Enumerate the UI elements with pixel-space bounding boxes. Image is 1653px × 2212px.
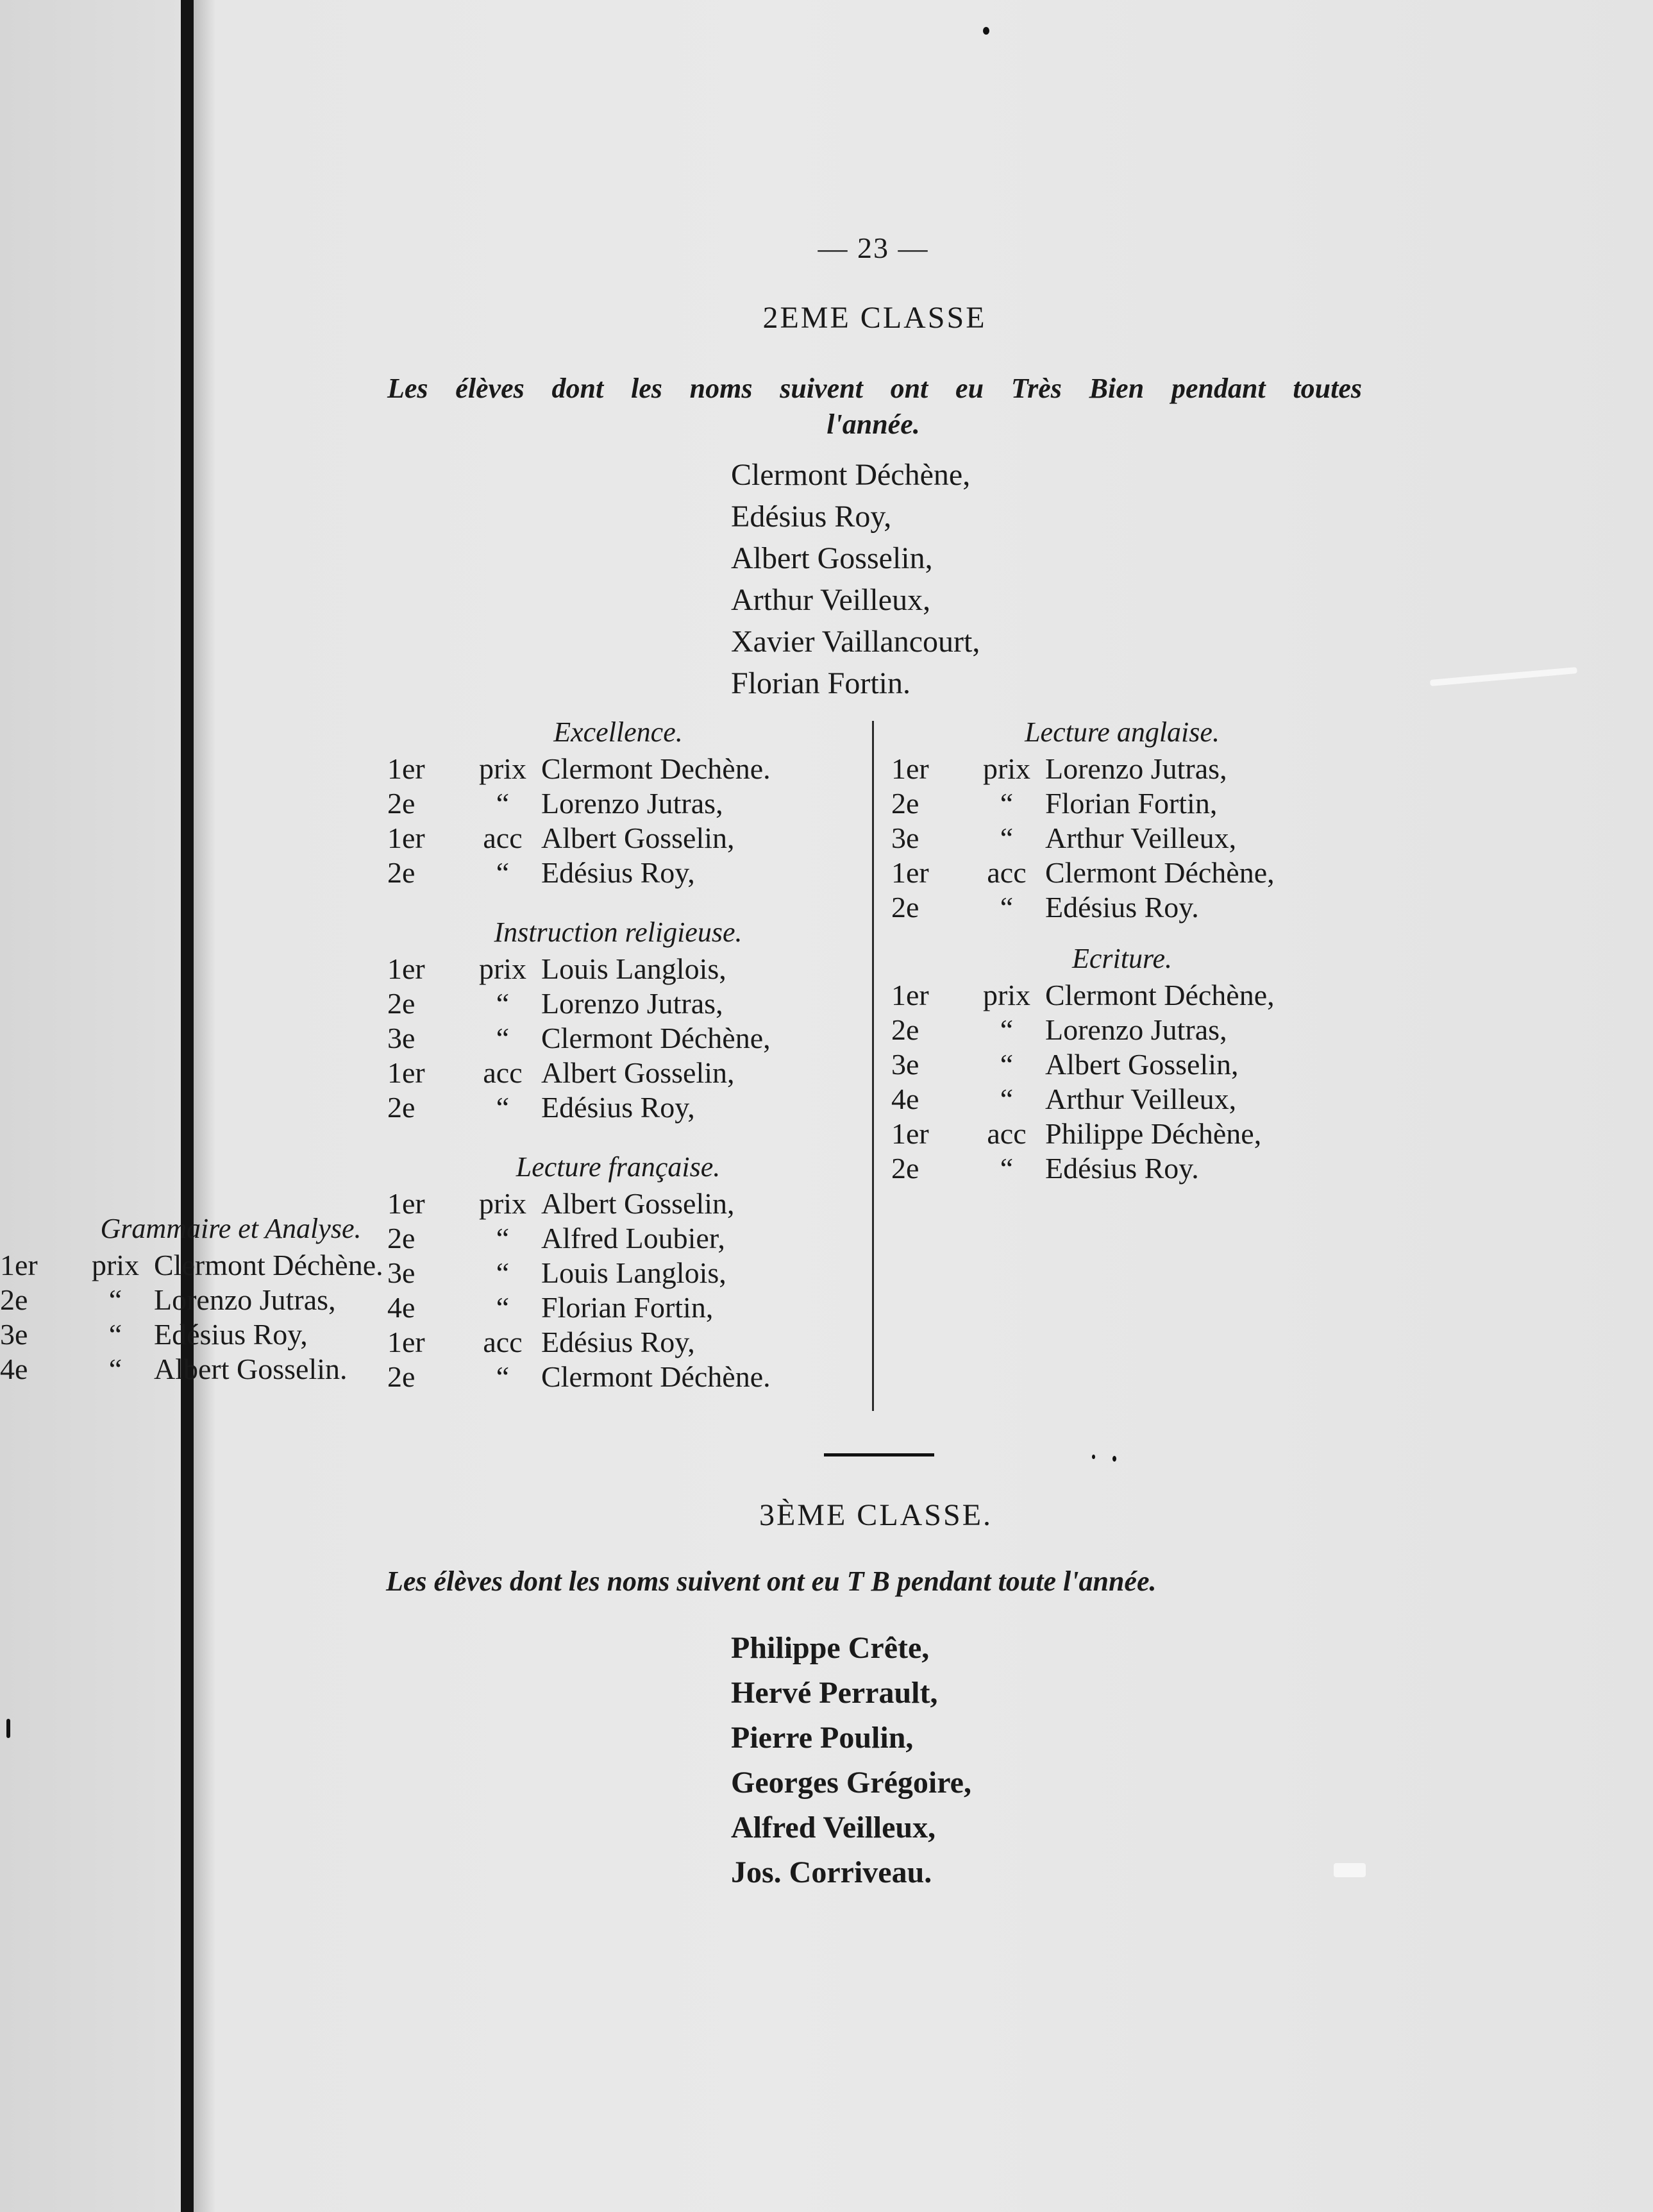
winner-name: Arthur Veilleux, [1045, 1083, 1237, 1115]
rank: 4e [387, 1291, 415, 1324]
prize-type: prix [982, 979, 1031, 1011]
winner-name: Albert Gosselin, [541, 1056, 735, 1089]
prize-entry [387, 1021, 849, 1056]
winner-name: Clermont Déchène. [541, 1360, 771, 1393]
section-title: Ecriture. [1072, 943, 1172, 974]
second-class-intro-line2: l'année. [826, 409, 920, 440]
rank: 2e [387, 987, 415, 1020]
winner-name: Arthur Veilleux, [1045, 822, 1237, 854]
third-class-intro: Les élèves dont les noms suivent ont eu T B pendant toute l'année. [386, 1566, 1157, 1597]
prize-entry [387, 856, 849, 890]
prize-section-lecture-anglaise [891, 713, 1353, 925]
winner-name: Clermont Déchène, [1045, 979, 1275, 1011]
rank: 1er [387, 1056, 425, 1089]
section-title: Lecture anglaise. [1025, 716, 1220, 748]
rank: 3e [387, 1256, 415, 1289]
prize-type: “ [496, 1022, 510, 1054]
prize-entry [891, 890, 1353, 925]
third-class-honor-list [731, 1626, 971, 1895]
prize-entry [387, 952, 849, 986]
binding-edge [181, 0, 194, 2212]
prize-entry [387, 1056, 849, 1090]
prize-entry [387, 752, 849, 786]
honor-list-item: Philippe Crête, [731, 1631, 930, 1665]
winner-name: Louis Langlois, [541, 952, 726, 985]
prize-type: “ [1000, 822, 1014, 854]
prize-entry [0, 1352, 462, 1387]
rank: 3e [0, 1318, 28, 1351]
rank: 2e [891, 891, 919, 924]
prize-entry [891, 752, 1353, 786]
rank: 3e [387, 1022, 415, 1054]
paper-scratch [1430, 667, 1577, 686]
section-title: Excellence. [553, 716, 683, 748]
winner-name: Louis Langlois, [541, 1256, 726, 1289]
prize-entry [387, 786, 849, 821]
prize-type: acc [987, 856, 1027, 889]
winner-name: Clermont Déchène, [1045, 856, 1275, 889]
honor-list-item: Georges Grégoire, [731, 1766, 971, 1800]
rank: 1er [891, 979, 929, 1011]
prize-entry [891, 821, 1353, 856]
rank: 2e [387, 856, 415, 889]
rank: 2e [891, 1013, 919, 1046]
paper-scratch [1334, 1863, 1366, 1877]
page-number: — 23 — [818, 232, 929, 264]
prize-entry [387, 821, 849, 856]
rank: 4e [891, 1083, 919, 1115]
rank: 2e [891, 1152, 919, 1185]
honor-list-item: Clermont Déchène, [731, 458, 971, 492]
section-title: Instruction religieuse. [494, 916, 743, 948]
prize-type: “ [1000, 1013, 1014, 1046]
winner-name: Alfred Loubier, [541, 1222, 725, 1254]
prize-entry [891, 1047, 1353, 1082]
winner-name: Edésius Roy. [1045, 1152, 1199, 1185]
winner-name: Albert Gosselin. [154, 1353, 348, 1385]
rank: 4e [0, 1353, 28, 1385]
winner-name: Lorenzo Jutras, [154, 1283, 336, 1316]
prize-type: prix [91, 1249, 140, 1281]
prize-section-instruction-religieuse [387, 913, 849, 1125]
winner-name: Clermont Déchène. [154, 1249, 383, 1281]
winner-name: Edésius Roy. [1045, 891, 1199, 924]
winner-name: Florian Fortin, [1045, 787, 1218, 820]
winner-name: Edésius Roy, [541, 856, 695, 889]
prize-entry [0, 1283, 462, 1317]
prize-entry [891, 786, 1353, 821]
prize-type: acc [483, 1326, 523, 1358]
winner-name: Lorenzo Jutras, [1045, 1013, 1227, 1046]
prize-type: “ [496, 856, 510, 889]
honor-list-item: Jos. Corriveau. [731, 1855, 932, 1889]
prize-type: acc [987, 1117, 1027, 1150]
rank: 3e [891, 822, 919, 854]
prize-type: prix [478, 952, 527, 985]
prize-type: “ [1000, 891, 1014, 924]
rank: 3e [891, 1048, 919, 1081]
prize-type: “ [496, 787, 510, 820]
ink-speck [1112, 1456, 1116, 1462]
prize-entry [387, 986, 849, 1021]
prize-type: “ [108, 1353, 122, 1385]
prize-section-excellence [387, 713, 849, 890]
prize-section-ecriture [891, 940, 1353, 1186]
prize-type: “ [496, 1091, 510, 1124]
winner-name: Florian Fortin, [541, 1291, 714, 1324]
prize-type: “ [496, 1360, 510, 1393]
prize-entry [891, 856, 1353, 890]
prize-entry [387, 1090, 849, 1125]
ink-speck [6, 1719, 10, 1738]
third-class-heading: 3ÈME CLASSE. [759, 1498, 993, 1532]
prize-type: prix [478, 1187, 527, 1220]
honor-list-item: Arthur Veilleux, [731, 583, 931, 617]
honor-list-item: Florian Fortin. [731, 666, 911, 700]
second-class-honor-list [731, 454, 980, 704]
rank: 1er [891, 856, 929, 889]
prize-type: “ [496, 987, 510, 1020]
prize-type: “ [108, 1318, 122, 1351]
prize-type: acc [483, 822, 523, 854]
honor-list-item: Albert Gosselin, [731, 541, 933, 575]
honor-list-item: Alfred Veilleux, [731, 1811, 936, 1845]
section-separator [824, 1453, 934, 1456]
winner-name: Lorenzo Jutras, [541, 987, 723, 1020]
prize-entry [0, 1317, 462, 1352]
winner-name: Lorenzo Jutras, [541, 787, 723, 820]
prize-entry [891, 1082, 1353, 1117]
winner-name: Albert Gosselin, [541, 1187, 735, 1220]
prize-entry [891, 1117, 1353, 1151]
honor-list-item: Xavier Vaillancourt, [731, 625, 980, 659]
winner-name: Edésius Roy, [154, 1318, 308, 1351]
prize-type: “ [496, 1222, 510, 1254]
prize-entry [891, 978, 1353, 1013]
rank: 1er [387, 822, 425, 854]
prize-type: “ [108, 1283, 122, 1316]
section-title: Lecture française. [516, 1151, 721, 1183]
rank: 2e [387, 1222, 415, 1254]
ink-speck [1092, 1455, 1095, 1459]
rank: 2e [387, 1091, 415, 1124]
prize-type: acc [483, 1056, 523, 1089]
second-class-intro-line1: Les élèves dont les noms suivent ont eu Très Bien pendant toutes [387, 373, 1362, 404]
second-class-heading: 2EME CLASSE [762, 301, 987, 335]
winner-name: Albert Gosselin, [1045, 1048, 1239, 1081]
rank: 1er [387, 952, 425, 985]
prize-entry [0, 1248, 462, 1283]
ink-speck [983, 27, 989, 35]
prize-type: “ [1000, 1152, 1014, 1185]
prize-type: prix [982, 752, 1031, 785]
prize-entry [891, 1151, 1353, 1186]
honor-list-item: Pierre Poulin, [731, 1721, 914, 1755]
rank: 2e [891, 787, 919, 820]
prize-type: “ [1000, 787, 1014, 820]
winner-name: Clermont Déchène, [541, 1022, 771, 1054]
winner-name: Clermont Dechène. [541, 752, 771, 785]
rank: 1er [387, 1326, 425, 1358]
winner-name: Philippe Déchène, [1045, 1117, 1262, 1150]
prize-type: “ [1000, 1048, 1014, 1081]
rank: 2e [0, 1283, 28, 1316]
rank: 2e [387, 1360, 415, 1393]
winner-name: Edésius Roy, [541, 1091, 695, 1124]
honor-list-item: Hervé Perrault, [731, 1676, 938, 1710]
rank: 1er [0, 1249, 38, 1281]
column-divider [872, 721, 874, 1411]
rank: 1er [387, 1187, 425, 1220]
winner-name: Edésius Roy, [541, 1326, 695, 1358]
prize-entry [891, 1013, 1353, 1047]
honor-list-item: Edésius Roy, [731, 500, 892, 534]
prize-type: “ [496, 1256, 510, 1289]
prize-type: “ [1000, 1083, 1014, 1115]
rank: 1er [387, 752, 425, 785]
binding-shadow [194, 0, 215, 2212]
prize-type: “ [496, 1291, 510, 1324]
rank: 1er [891, 1117, 929, 1150]
prize-type: prix [478, 752, 527, 785]
rank: 1er [891, 752, 929, 785]
section-title: Grammaire et Analyse. [100, 1213, 362, 1244]
winner-name: Lorenzo Jutras, [1045, 752, 1227, 785]
prize-section-grammaire-analyse [0, 1210, 462, 1387]
winner-name: Albert Gosselin, [541, 822, 735, 854]
rank: 2e [387, 787, 415, 820]
